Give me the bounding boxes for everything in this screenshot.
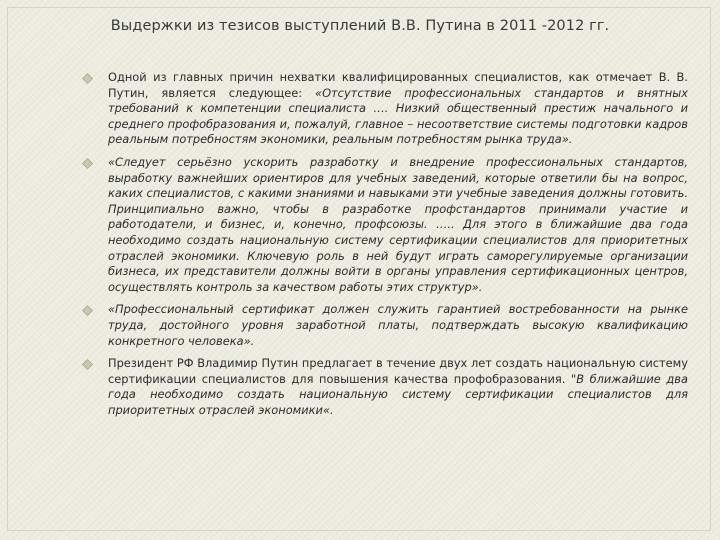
bullet-item-2 bbox=[80, 155, 688, 295]
diamond-bullet-icon bbox=[82, 359, 93, 370]
bullet-list bbox=[80, 70, 688, 425]
bullet-item-1 bbox=[80, 70, 688, 148]
bullet-item-3 bbox=[80, 302, 688, 349]
bullet-item-4 bbox=[80, 356, 688, 418]
diamond-bullet-icon bbox=[82, 158, 93, 169]
bullet-text-quote: "В ближайшие два года необходимо создать национальную систему сертификации специалистов для приоритетных отраслей экономики«. bbox=[108, 371, 688, 417]
bullet-text-lead: Президент РФ Владимир Путин предлагает в течение двух лет создать национальную систему сертификации специалистов для повышения качества профобразования. bbox=[108, 356, 688, 386]
slide-title: Выдержки из тезисов выступлений В.В. Путина в 2011 -2012 гг. bbox=[110, 18, 610, 34]
bullet-text-quote: «Отсутствие профессиональных стандартов и внятных требований к компетенции специалиста …. Низкий общественный престиж начального и среднего профобразования и, пожалуй, главное – несоответствие системы подготовки кадров реальным потребностям экономики, реальным потребностям рынка труда». bbox=[108, 85, 688, 147]
diamond-bullet-icon bbox=[82, 305, 93, 316]
bullet-text-quote: «Следует серьёзно ускорить разработку и внедрение профессиональных стандартов, выработку важнейших ориентиров для учебных заведений, которые ответили бы на вопрос, каких специалистов, с какими знаниями и навыками эти учебные заведения должны готовить. Принципиально важно, чтобы в разработке профстандартов принимали участие и работодатели, и бизнес, и, конечно, профсоюзы. ….. Для этого в ближайшие два года необходимо создать национальную систему сертификации специалистов для приоритетных отраслей экономики. Ключевую роль в ней будут играть саморегулируемые организации бизнеса, их представители должны войти в органы управления сертификационных центров, осуществлять контроль за качеством работы этих структур». bbox=[108, 154, 688, 294]
bullet-text-quote: «Профессиональный сертификат должен служить гарантией востребованности на рынке труда, достойного уровня заработной платы, подтверждать высокую квалификацию конкретного человека». bbox=[108, 302, 688, 348]
diamond-bullet-icon bbox=[82, 73, 93, 84]
bullet-text-lead: Одной из главных причин нехватки квалифицированных специалистов, как отмечает В. В. Путин, является следующее: bbox=[108, 70, 688, 100]
